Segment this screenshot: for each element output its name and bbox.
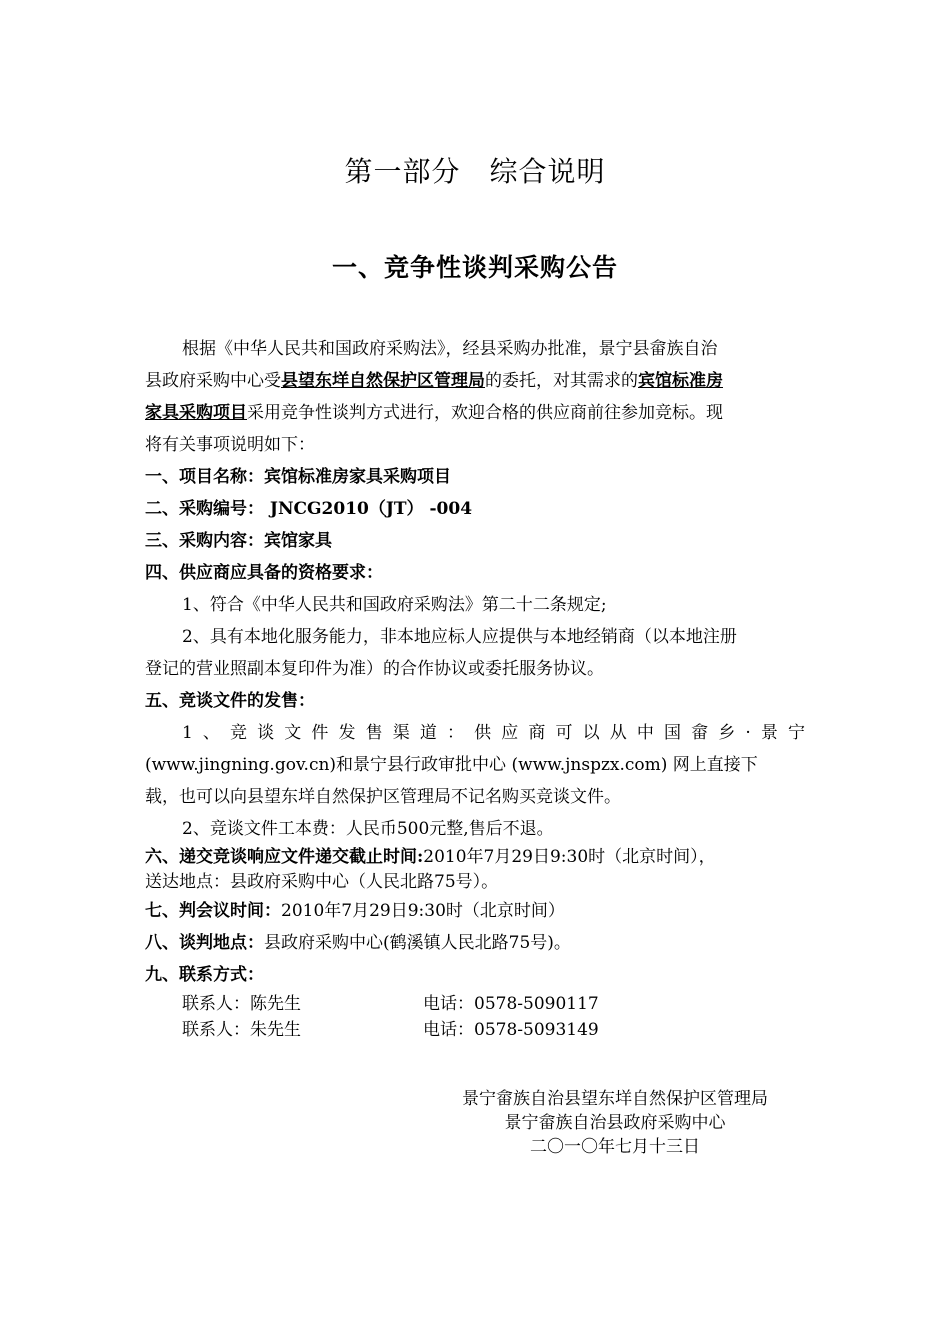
contact-row <box>145 991 805 1017</box>
part-title: 第一部分 综合说明 <box>344 155 606 188</box>
client-name: 县望东垟自然保护区管理局 <box>281 371 485 391</box>
meeting-time-label: 七、判会议时间： <box>145 901 281 921</box>
intro-line-3 <box>145 397 805 429</box>
item-contact-heading: 九、联系方式： <box>145 965 264 985</box>
project-name-part2: 家具采购项目 <box>145 403 247 423</box>
sale-channel-1a: 1、竞谈文件发售渠道：供应商可以从中国畲乡·景宁 <box>182 723 805 743</box>
item-procurement-content: 三、采购内容：宾馆家具 <box>145 531 332 551</box>
deadline-label: 六、递交竞谈响应文件递交截止时间: <box>145 847 424 867</box>
signature-date: 二〇一〇年七月十三日 <box>530 1137 700 1157</box>
item-qualification-heading: 四、供应商应具备的资格要求： <box>145 563 383 583</box>
intro-text: 县政府采购中心受 <box>145 371 281 391</box>
contact-row <box>145 1017 805 1043</box>
sale-fee: 2、竞谈文件工本费：人民币500元整,售后不退。 <box>182 819 554 839</box>
qualification-2b: 登记的营业照副本复印件为准）的合作协议或委托服务协议。 <box>145 659 604 679</box>
contact-phone: 电话：0578-5090117 <box>423 994 599 1014</box>
intro-line-2 <box>145 365 805 397</box>
intro-text: 采用竞争性谈判方式进行，欢迎合格的供应商前往参加竞标。现 <box>247 403 723 423</box>
contact-person: 联系人：朱先生 <box>182 1020 301 1040</box>
intro-line-4: 将有关事项说明如下： <box>145 435 315 455</box>
qualification-1: 1、符合《中华人民共和国政府采购法》第二十二条规定; <box>182 595 607 615</box>
signature-org-1: 景宁畲族自治县望东垟自然保护区管理局 <box>462 1089 768 1109</box>
signature-org-2: 景宁畲族自治县政府采购中心 <box>504 1113 726 1133</box>
negotiation-place-label: 八、谈判地点： <box>145 933 264 953</box>
item-meeting-time <box>145 895 805 927</box>
announcement-body <box>145 333 805 1043</box>
item-procurement-number: 二、采购编号： JNCG2010（JT） -004 <box>145 499 473 519</box>
item-sale-heading: 五、竞谈文件的发售： <box>145 691 315 711</box>
delivery-place: 送达地点：县政府采购中心（人民北路75号）。 <box>145 872 499 892</box>
section-title: 一、竞争性谈判采购公告 <box>331 253 618 282</box>
contact-person: 联系人：陈先生 <box>182 994 301 1014</box>
project-name-part1: 宾馆标准房 <box>638 371 723 391</box>
meeting-time-value: 2010年7月29日9:30时（北京时间） <box>281 901 565 921</box>
qualification-2a: 2、具有本地化服务能力，非本地应标人应提供与本地经销商（以本地注册 <box>182 627 737 647</box>
item-deadline <box>145 845 805 870</box>
intro-line-1: 根据《中华人民共和国政府采购法》，经县采购办批准，景宁县畲族自治 <box>182 339 718 359</box>
sale-channel-1c: 载，也可以向县望东垟自然保护区管理局不记名购买竞谈文件。 <box>145 787 621 807</box>
intro-text: 的委托，对其需求的 <box>485 371 638 391</box>
sale-channel-1b: (www.jingning.gov.cn)和景宁县行政审批中心 (www.jnspzx.com) 网上直接下 <box>145 755 758 775</box>
item-negotiation-place <box>145 927 805 959</box>
signature-block <box>430 1087 800 1159</box>
negotiation-place-value: 县政府采购中心(鹤溪镇人民北路75号)。 <box>264 933 571 953</box>
deadline-value: 2010年7月29日9:30时（北京时间）， <box>423 847 716 867</box>
item-project-name: 一、项目名称：宾馆标准房家具采购项目 <box>145 467 451 487</box>
contact-phone: 电话：0578-5093149 <box>423 1020 599 1040</box>
